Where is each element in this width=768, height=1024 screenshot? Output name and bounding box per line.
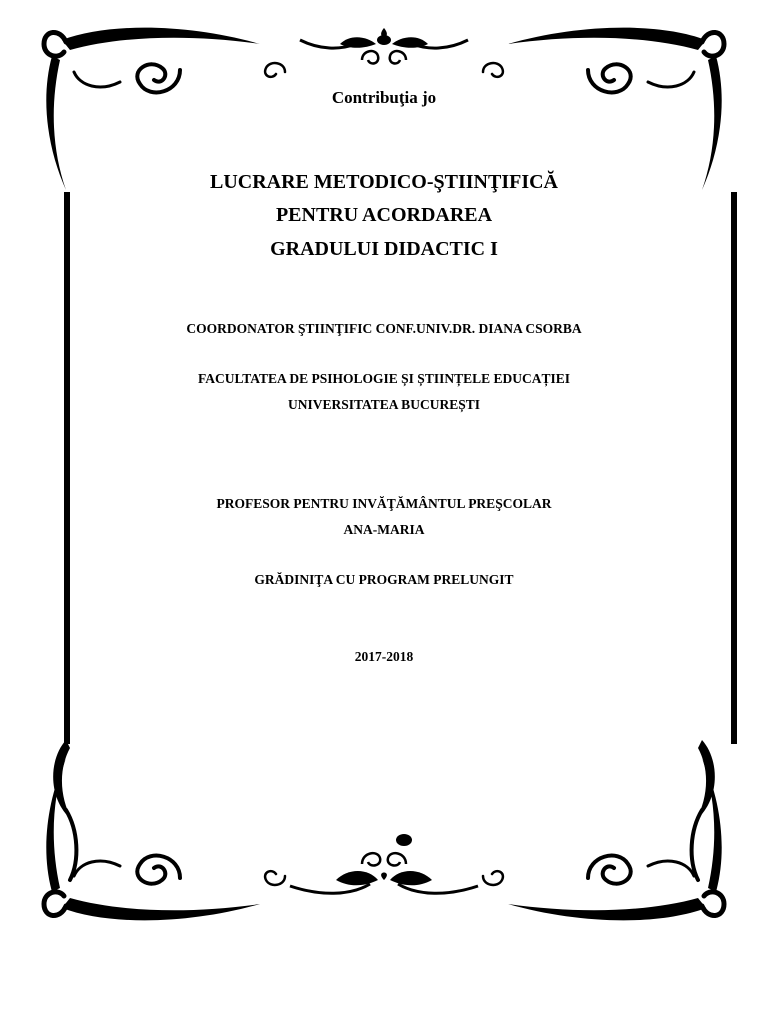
corner-ornament-top-left (44, 28, 285, 190)
title-line-1: LUCRARE METODICO-ŞTIINŢIFICĂ (209, 171, 559, 193)
university-line: UNIVERSITATEA BUCUREȘTI (288, 397, 480, 412)
teacher-role-line: PROFESOR PENTRU INVĂŢĂMÂNTUL PREŞCOLAR (216, 496, 552, 511)
coordinator-line: COORDONATOR ŞTIINŢIFIC CONF.UNIV.DR. DIANA CSORBA (186, 321, 582, 336)
school-years-line: 2017-2018 (354, 649, 414, 664)
corner-ornament-top-right (483, 28, 724, 190)
title-line-2: PENTRU ACORDAREA (275, 204, 493, 226)
bottom-center-ornament (290, 834, 478, 893)
corner-ornament-bottom-right (483, 758, 724, 920)
document-subtitle: Contribuţia jo (331, 88, 437, 107)
top-center-ornament (300, 28, 468, 63)
teacher-name-line: ANA-MARIA (343, 522, 425, 537)
title-line-3: GRADULUI DIDACTIC I (270, 238, 498, 260)
faculty-line: FACULTATEA DE PSIHOLOGIE ȘI ȘTIINȚELE EDUCAȚIEI (198, 371, 570, 386)
corner-ornament-bottom-left (44, 758, 285, 920)
kindergarten-line: GRĂDINIŢA CU PROGRAM PRELUNGIT (254, 572, 514, 587)
